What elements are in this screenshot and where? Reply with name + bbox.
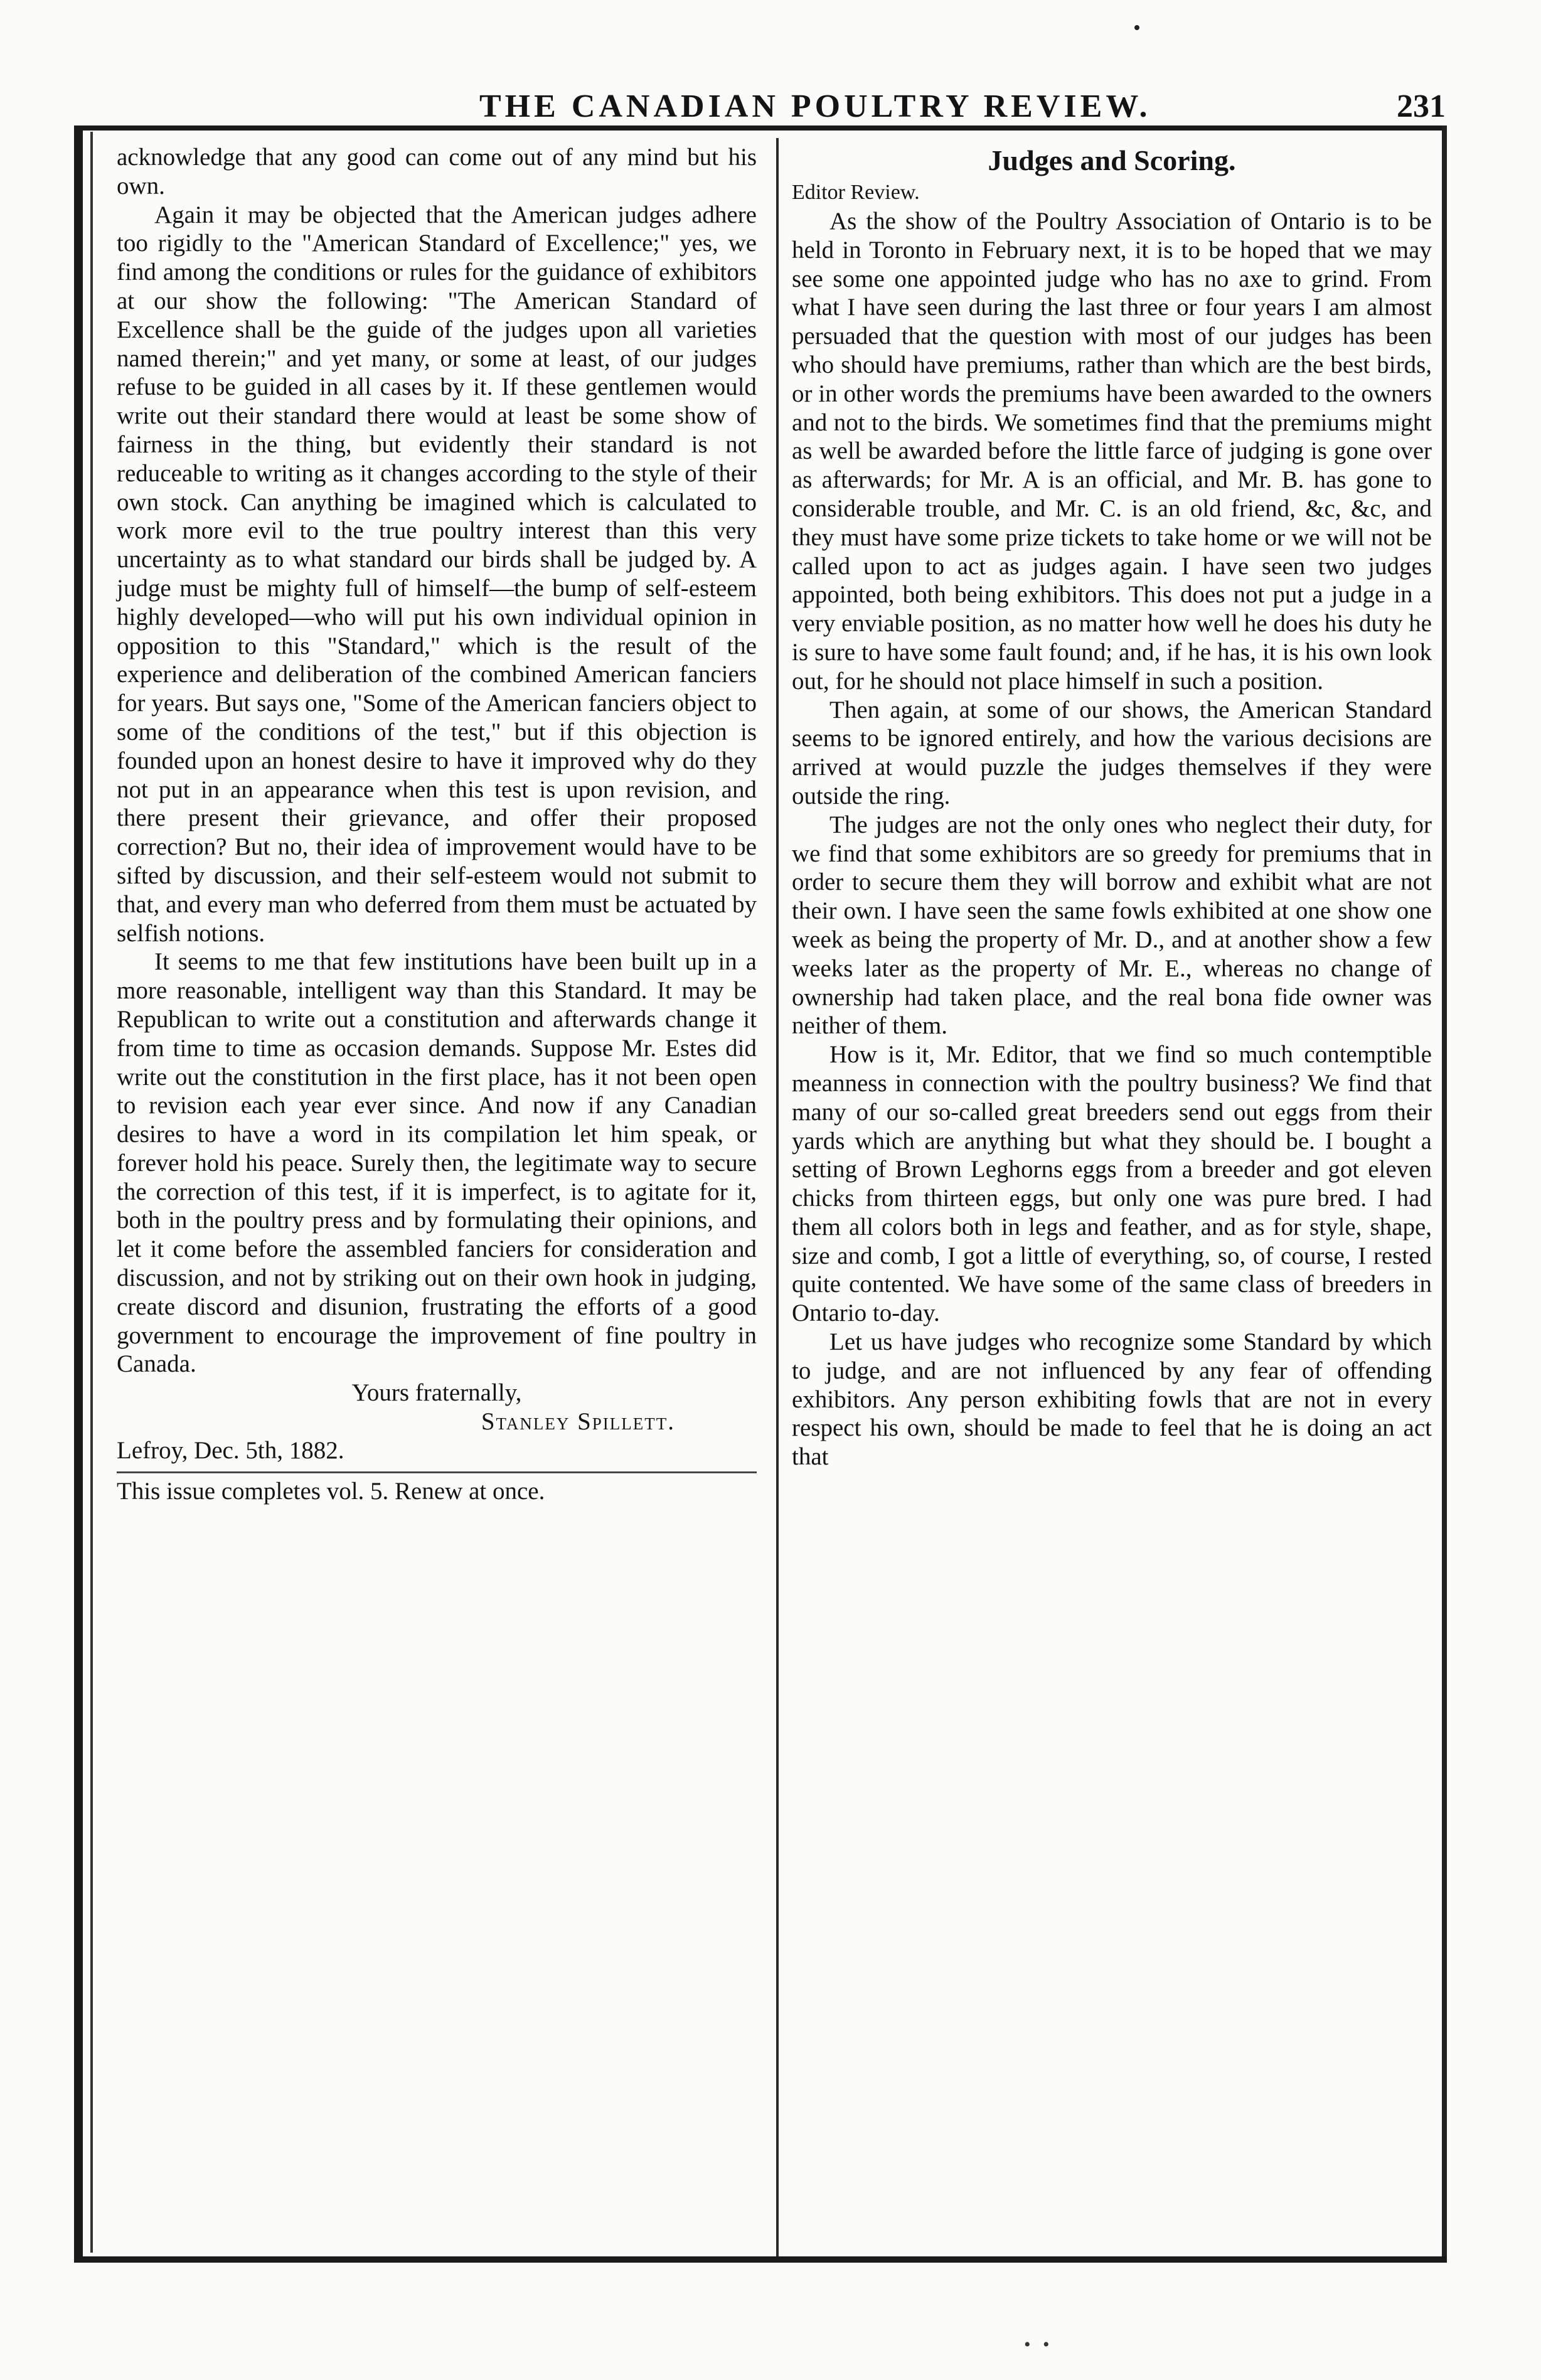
left-inner-border (90, 132, 93, 2253)
article-paragraph: Then again, at some of our shows, the American Standard seems to be ignored entirely, and how the various decisions are arrived at would puzzle the judges themselves if they were outside the ring. (792, 696, 1432, 809)
section-divider (117, 1471, 757, 1473)
bottom-rule (74, 2256, 1447, 2263)
article-paragraph: acknowledge that any good can come out of any mind but his own. (117, 144, 757, 200)
letter-closing: Yours fraternally, (351, 1379, 522, 1407)
left-border (74, 125, 83, 2259)
salutation: Editor Review. (792, 181, 920, 204)
letter-place-date: Lefroy, Dec. 5th, 1882. (117, 1436, 344, 1464)
article-paragraph: How is it, Mr. Editor, that we find so much contemptible meanness in connection with the poultry business? We find that many of our so-called great breeders send out eggs from their yards which are anything but what they should be. I bought a setting of Brown Leghorns eggs from a breeder and got eleven chicks from thirteen eggs, but only one was pure bred. I had them all colors both in legs and feather, and as for style, shape, size and comb, I got a little of everything, so, of course, I rested quite contented. We have some of the same class of breeders in Ontario to-day. (792, 1041, 1432, 1327)
column-divider (776, 138, 779, 2256)
ink-speck (1134, 25, 1139, 30)
renewal-notice: This issue completes vol. 5. Renew at once. (117, 1477, 545, 1505)
publication-title: THE CANADIAN POULTRY REVIEW. (479, 88, 1151, 124)
left-column (117, 143, 757, 1505)
article-heading: Judges and Scoring. (988, 144, 1236, 176)
article-paragraph: As the show of the Poultry Association of Ontario is to be held in Toronto in February next, it is to be hoped that we may see some one appointed judge who has no axe to grind. From what I have seen during the last three or four years I am almost persuaded that the question with most of our judges has been who should have premiums, rather than which are the best birds, or in other words the premiums have been awarded to the owners and not to the birds. We sometimes find that the premiums might as well be awarded before the little farce of judging is gone over as afterwards; for Mr. A is an official, and Mr. B. has gone to considerable trouble, and Mr. C. is an old friend, &c, &c, and they must have some prize tickets to take home or we will not be called upon to act as judges again. I have seen two judges appointed, both being exhibitors. This does not put a judge in a very enviable position, as no matter how well he does his duty he is sure to have some fault found; and, if he has, it is his own look out, for he should not place himself in such a position. (792, 208, 1432, 695)
article-paragraph: Let us have judges who recognize some Standard by which to judge, and are not influenced by any fear of offending exhibitors. Any person exhibiting fowls that are not in every respect his own, should be made to feel that he is doing an act that (792, 1328, 1432, 1471)
right-column (792, 143, 1432, 1471)
article-paragraph: It seems to me that few institutions have been built up in a more reasonable, intelligent way than this Standard. It may be Republican to write out a constitution and afterwards change it from time to time as occasion demands. Suppose Mr. Estes did write out the constitution in the first place, has it not been open to revision each year ever since. And now if any Canadian desires to have a word in its compilation let him speak, or forever hold his peace. Surely then, the legitimate way to secure the correction of this test, if it is imperfect, is to agitate for it, both in the poultry press and by formulating their opinions, and let it come before the assembled fanciers for consideration and discussion, and not by striking out on their own hook in judging, create discord and disunion, frustrating the efforts of a good government to encourage the improvement of fine poultry in Canada. (117, 948, 757, 1378)
page-header (78, 75, 1446, 132)
ink-specks-bottom: • • (1024, 2334, 1053, 2355)
letter-signature: Stanley Spillett. (481, 1408, 675, 1436)
right-border (1442, 125, 1447, 2259)
article-paragraph: The judges are not the only ones who neglect their duty, for we find that some exhibitors are so greedy for premiums that in order to secure them they will borrow and exhibit what are not their own. I have seen the same fowls exhibited at one show one week as being the property of Mr. D., and at another show a few weeks later as the property of Mr. E., whereas no change of ownership had taken place, and the real bona fide owner was neither of them. (792, 811, 1432, 1040)
page-number: 231 (1397, 88, 1446, 124)
article-paragraph: Again it may be objected that the American judges adhere too rigidly to the "American Standard of Excellence;" yes, we find among the conditions or rules for the guidance of exhibitors at our show the following: "The American Standard of Excellence shall be the guide of the judges upon all varieties named therein;" and yet many, or some at least, of our judges refuse to be guided in all cases by it. If these gentlemen would write out their standard there would at least be some show of fairness in the thing, but evidently their standard is not reduceable to writing as it changes according to the style of their own stock. Can anything be imagined which is calculated to work more evil to the true poultry interest than this very uncertainty as to what standard our birds shall be judged by. A judge must be mighty full of himself—the bump of self-esteem highly developed—who will put his own individual opinion in opposition to this "Standard," which is the result of the experience and deliberation of the combined American fanciers for years. But says one, "Some of the American fanciers object to some of the conditions of the test," but if this objection is founded upon an honest desire to have it improved why do they not put in an appearance when this test is upon revision, and there present their grievance, and offer their proposed correction? But no, their idea of improvement would have to be sifted by discussion, and their self-esteem would not submit to that, and every man who deferred from them must be actuated by selfish notions. (117, 201, 757, 947)
top-rule (78, 125, 1446, 131)
